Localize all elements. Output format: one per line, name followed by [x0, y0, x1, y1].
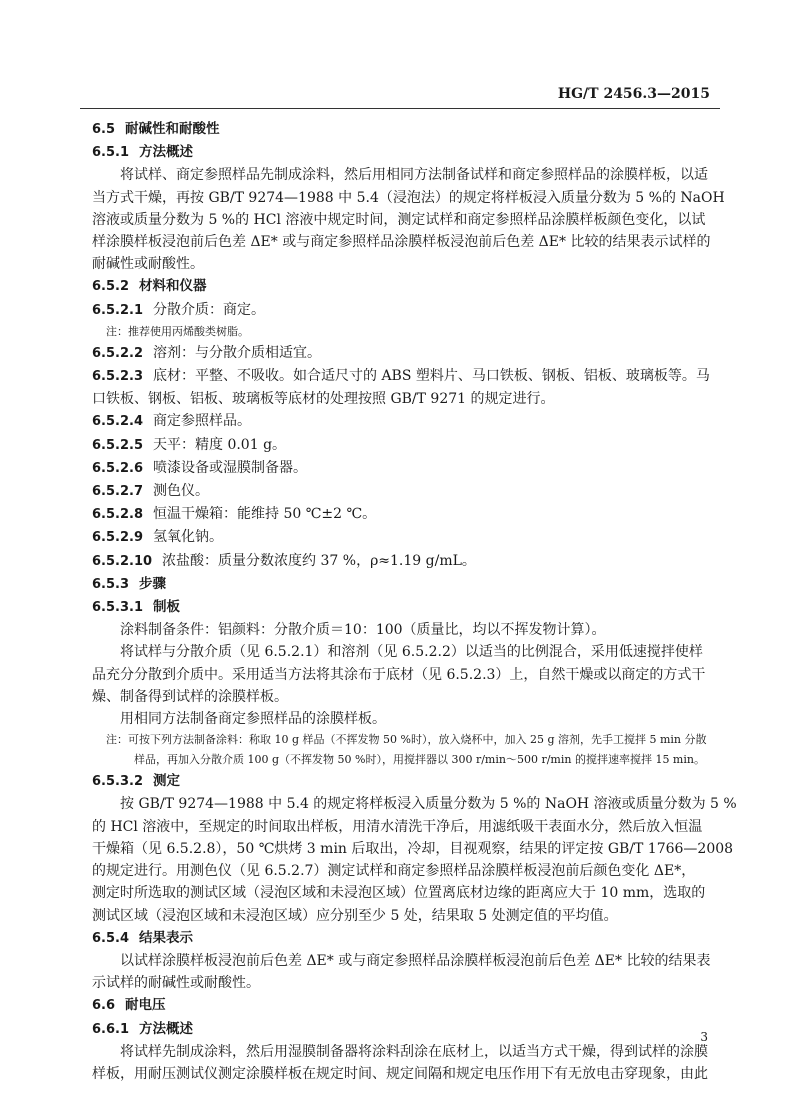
note-line: 注：推荐使用丙烯酸类树脂。 [106, 324, 249, 338]
section-heading [92, 118, 717, 141]
note-line: 样品，再加入分散介质 100 g（不挥发物 50 %时），用搅拌器以 300 r/min～500 r/min 的搅拌速率搅拌 15 min。 [134, 753, 705, 767]
paragraph-line: 溶液或质量分数为 5 %的 HCl 溶液中规定时间，测定试样和商定参照样品涂膜样板颜色变化，以试 [92, 211, 706, 228]
clause-number: 6.5.2.10 [92, 553, 153, 569]
section-heading [92, 994, 717, 1017]
paragraph-line: 将试样先制成涂料，然后用湿膜制备器将涂料刮涂在底材上，以适当方式干燥，得到试样的涂膜 [120, 1043, 708, 1060]
clause-number: 6.5.2.6 [92, 460, 143, 476]
section-number: 6.5 [92, 122, 116, 137]
clause-item [92, 480, 717, 503]
section-title: 方法概述 [139, 1020, 194, 1037]
clause-number: 6.5.2.8 [92, 507, 143, 523]
paragraph-line: 测试区域（浸泡区域和未浸泡区域）应分别至少 5 处，结果取 5 处测定值的平均值。 [92, 907, 618, 924]
section-number: 6.5.3.1 [92, 600, 143, 616]
paragraph-line: 燥、制备得到试样的涂膜样板。 [92, 688, 288, 705]
section-number: 6.5.3.2 [92, 774, 143, 790]
paragraph-line: 的规定进行。用测色仪（见 6.5.2.7）测定试样和商定参照样品涂膜样板浸泡前后颜色变化 ΔE*， [92, 863, 696, 880]
clause-item [92, 410, 717, 433]
clause-text: 分散介质：商定。 [153, 301, 265, 318]
clause-text: 测色仪。 [153, 483, 209, 500]
standard-code: HG/T 2456.3—2015 [557, 86, 710, 102]
paragraph-line: 当方式干燥，再按 GB/T 9274—1988 中 5.4（浸泡法）的规定将样板浸入质量分数为 5 %的 NaOH [92, 189, 725, 206]
clause-number: 6.5.2.3 [92, 369, 143, 385]
paragraph-line: 的 HCl 溶液中，至规定的时间取出样板，用清水清洗干净后，用滤纸吸干表面水分，然后放入恒温 [92, 818, 703, 835]
section-heading [92, 573, 717, 596]
section-heading [92, 596, 717, 619]
clause-item [92, 342, 717, 365]
section-number: 6.5.3 [92, 576, 130, 592]
section-number: 6.5.2 [92, 279, 130, 295]
clause-item [92, 457, 717, 480]
section-heading [92, 275, 717, 298]
section-title: 步骤 [139, 575, 167, 592]
section-number: 6.6 [92, 998, 116, 1014]
clause-text: 溶剂：与分散介质相适宜。 [153, 344, 321, 361]
paragraph-line: 用相同方法制备商定参照样品的涂膜样板。 [120, 711, 386, 728]
note-line: 注：可按下列方法制备涂料：称取 10 g 样品（不挥发物 50 %时），放入烧杯中，加入 25 g 溶剂，先手工搅拌 5 min 分散 [106, 733, 707, 747]
section-number: 6.5.4 [92, 930, 130, 946]
paragraph-line: 示试样的耐碱性或耐酸性。 [92, 975, 260, 992]
section-title: 材料和仪器 [139, 278, 207, 295]
clause-number: 6.5.2.1 [92, 302, 143, 318]
section-heading [92, 770, 717, 793]
clause-text: 喷漆设备或湿膜制备器。 [153, 459, 307, 476]
clause-text: 天平：精度 0.01 g。 [153, 436, 287, 453]
paragraph-line: 耐碱性或耐酸性。 [92, 256, 204, 273]
section-heading [92, 927, 717, 950]
clause-text: 商定参照样品。 [153, 413, 251, 430]
clause-item [92, 550, 717, 573]
paragraph-line: 将试样、商定参照样品先制成涂料，然后用相同方法制备试样和商定参照样品的涂膜样板，以适 [120, 167, 708, 184]
paragraph-line: 干燥箱（见 6.5.2.8），50 ℃烘烤 3 min 后取出，冷却，目视观察，结果的评定按 GB/T 1766—2008 [92, 840, 734, 857]
section-title: 方法概述 [139, 144, 194, 161]
paragraph-line: 涂料制备条件：铝颜料：分散介质＝10：100（质量比，均以不挥发物计算）。 [120, 622, 606, 639]
clause-item [92, 434, 717, 457]
page-number: 3 [700, 1030, 708, 1044]
section-heading [92, 141, 717, 164]
paragraph-line: 品充分分散到介质中。采用适当方法将其涂布于底材（见 6.5.2.3）上，自然干燥或以商定的方式干 [92, 666, 706, 683]
clause-item [92, 365, 717, 388]
clause-number: 6.5.2.9 [92, 530, 143, 546]
clause-item [92, 299, 717, 322]
clause-text: 底材：平整、不吸收。如合适尺寸的 ABS 塑料片、马口铁板、钢板、铝板、玻璃板等。马 [153, 368, 710, 385]
clause-text: 氢氧化钠。 [153, 529, 223, 546]
paragraph-line: 样涂膜样板浸泡前后色差 ΔE* 或与商定参照样品涂膜样板浸泡前后色差 ΔE* 比较的结果表示试样的 [92, 234, 711, 251]
clause-item [92, 503, 717, 526]
clause-text: 浓盐酸：质量分数浓度约 37 %，ρ≈1.19 g/mL。 [162, 552, 476, 569]
clause-text: 恒温干燥箱：能维持 50 ℃±2 ℃。 [153, 506, 377, 523]
paragraph-line: 口铁板、钢板、铝板、玻璃板等底材的处理按照 GB/T 9271 的规定进行。 [92, 391, 555, 408]
section-number: 6.6.1 [92, 1021, 130, 1037]
section-title: 制板 [153, 599, 180, 616]
clause-number: 6.5.2.2 [92, 345, 143, 361]
section-title: 耐碱性和耐酸性 [125, 121, 220, 137]
document-body [92, 118, 737, 1085]
clause-number: 6.5.2.7 [92, 484, 143, 500]
section-title: 耐电压 [125, 997, 166, 1014]
paragraph-line: 将试样与分散介质（见 6.5.2.1）和溶剂（见 6.5.2.2）以适当的比例混合，采用低速搅拌使样 [120, 644, 703, 661]
section-title: 结果表示 [139, 929, 194, 946]
clause-item [92, 526, 717, 549]
paragraph-line: 测定时所选取的测试区域（浸泡区域和未浸泡区域）位置离底材边缘的距离应大于 10 mm，选取的 [92, 885, 706, 902]
section-heading [92, 1018, 717, 1041]
section-number: 6.5.1 [92, 145, 130, 161]
clause-number: 6.5.2.4 [92, 414, 143, 430]
paragraph-line: 样板，用耐压测试仪测定涂膜样板在规定时间、规定间隔和规定电压作用下有无放电击穿现象，由此 [92, 1065, 708, 1082]
section-title: 测定 [153, 773, 180, 790]
clause-number: 6.5.2.5 [92, 437, 143, 453]
paragraph-line: 按 GB/T 9274—1988 中 5.4 的规定将样板浸入质量分数为 5 %的 NaOH 溶液或质量分数为 5 % [120, 796, 737, 813]
paragraph-line: 以试样涂膜样板浸泡前后色差 ΔE* 或与商定参照样品涂膜样板浸泡前后色差 ΔE* 比较的结果表 [120, 952, 711, 969]
header-rule [80, 108, 720, 109]
